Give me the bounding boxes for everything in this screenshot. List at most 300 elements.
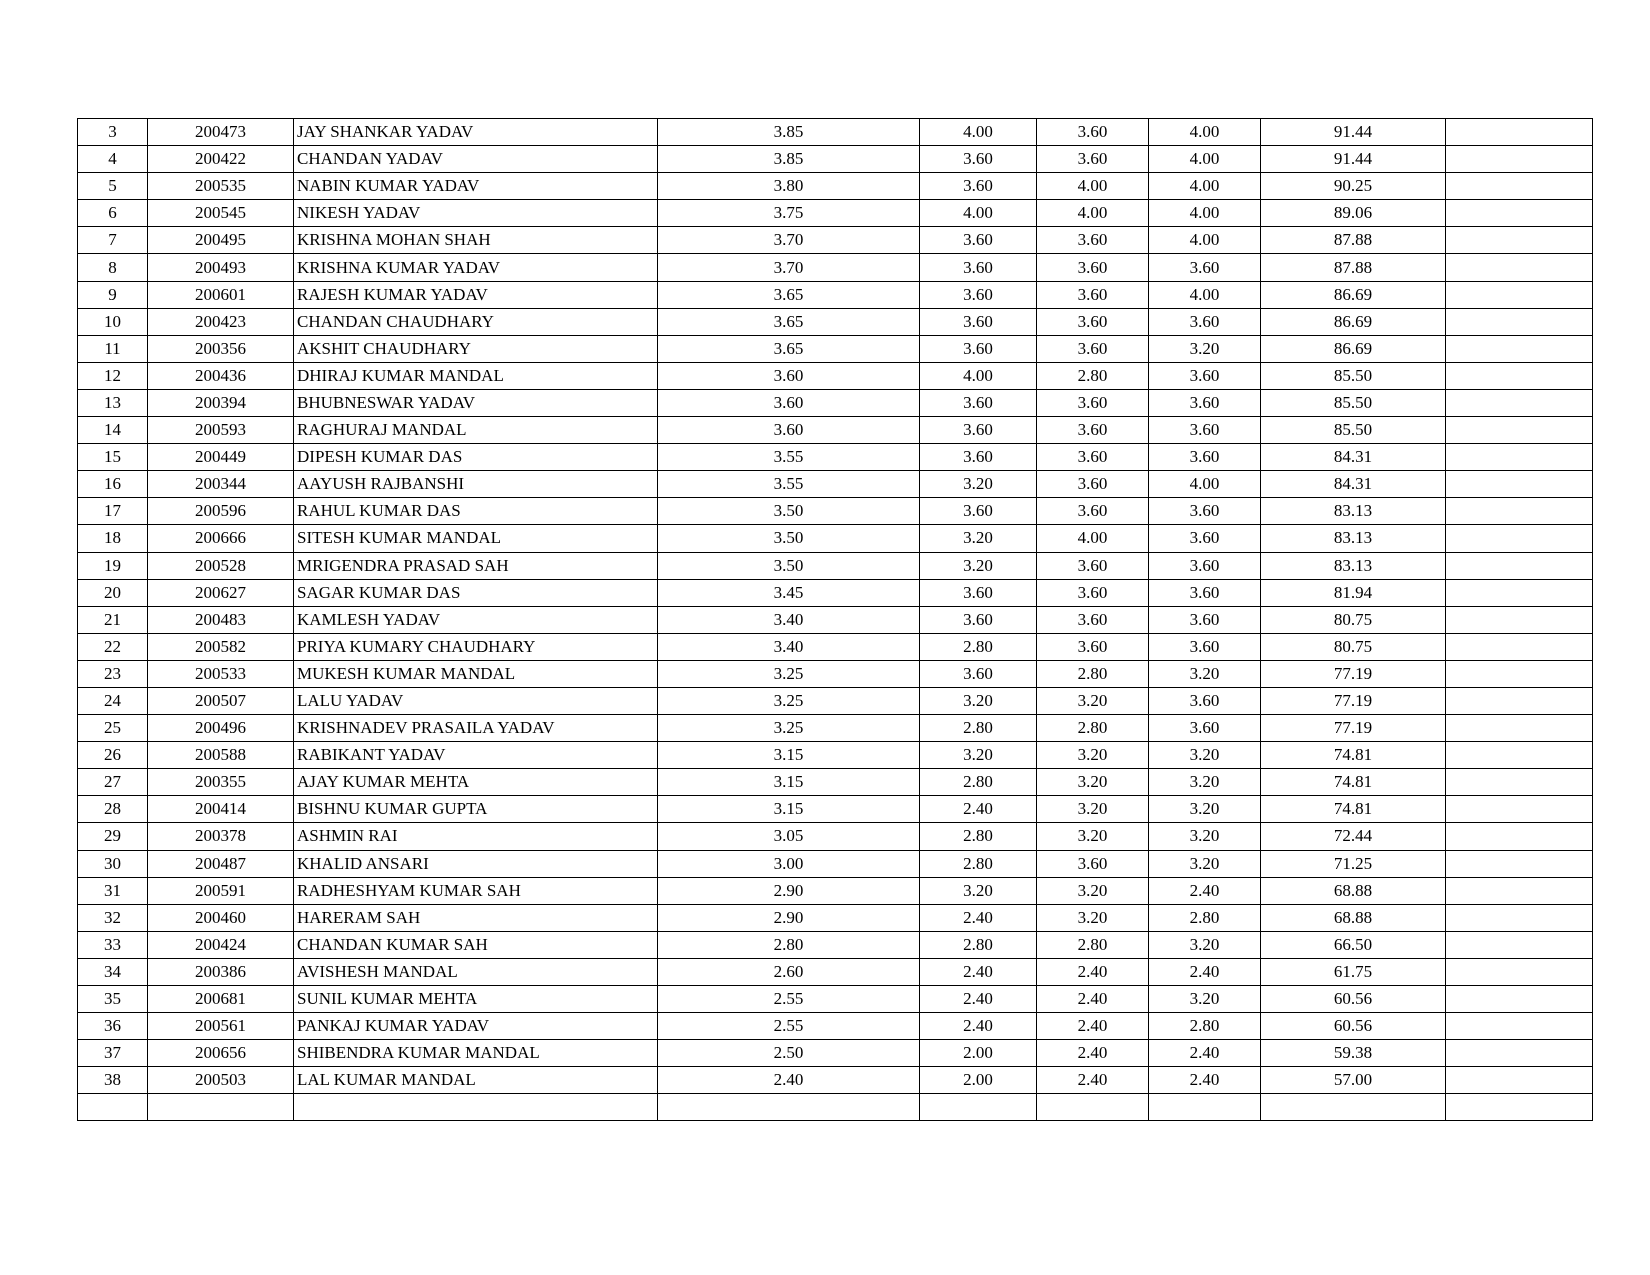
subject-grade-2-cell: 3.60 xyxy=(1037,417,1149,444)
remarks-cell xyxy=(1446,1094,1593,1121)
subject-grade-2-cell: 4.00 xyxy=(1037,200,1149,227)
subject-grade-3-cell: 3.60 xyxy=(1149,444,1261,471)
student-name-cell: RAJESH KUMAR YADAV xyxy=(294,281,658,308)
roll-number-cell: 200561 xyxy=(148,1013,294,1040)
roll-number-cell: 200378 xyxy=(148,823,294,850)
serial-number-cell: 30 xyxy=(78,850,148,877)
student-name-cell: DHIRAJ KUMAR MANDAL xyxy=(294,362,658,389)
serial-number-cell: 19 xyxy=(78,552,148,579)
percentage-cell: 83.13 xyxy=(1261,552,1446,579)
subject-grade-3-cell: 3.20 xyxy=(1149,742,1261,769)
subject-grade-3-cell: 2.80 xyxy=(1149,1013,1261,1040)
table-row xyxy=(78,471,1593,498)
table-row xyxy=(78,660,1593,687)
table-row xyxy=(78,1094,1593,1121)
gpa-cell: 3.15 xyxy=(658,796,920,823)
gpa-cell: 3.85 xyxy=(658,146,920,173)
percentage-cell: 90.25 xyxy=(1261,173,1446,200)
roll-number-cell: 200535 xyxy=(148,173,294,200)
roll-number-cell xyxy=(148,1094,294,1121)
gpa-cell: 3.85 xyxy=(658,119,920,146)
serial-number-cell xyxy=(78,1094,148,1121)
gpa-cell: 3.50 xyxy=(658,552,920,579)
roll-number-cell: 200355 xyxy=(148,769,294,796)
percentage-cell: 74.81 xyxy=(1261,796,1446,823)
table-row xyxy=(78,254,1593,281)
subject-grade-2-cell: 3.60 xyxy=(1037,471,1149,498)
roll-number-cell: 200496 xyxy=(148,715,294,742)
table-row xyxy=(78,877,1593,904)
subject-grade-3-cell: 2.40 xyxy=(1149,958,1261,985)
subject-grade-1-cell: 3.20 xyxy=(920,687,1037,714)
subject-grade-2-cell: 2.40 xyxy=(1037,986,1149,1013)
table-row xyxy=(78,119,1593,146)
roll-number-cell: 200436 xyxy=(148,362,294,389)
subject-grade-3-cell: 3.60 xyxy=(1149,525,1261,552)
subject-grade-1-cell: 3.60 xyxy=(920,227,1037,254)
roll-number-cell: 200681 xyxy=(148,986,294,1013)
gpa-cell: 2.60 xyxy=(658,958,920,985)
percentage-cell: 86.69 xyxy=(1261,335,1446,362)
table-row xyxy=(78,498,1593,525)
roll-number-cell: 200394 xyxy=(148,389,294,416)
student-name-cell: DIPESH KUMAR DAS xyxy=(294,444,658,471)
serial-number-cell: 27 xyxy=(78,769,148,796)
subject-grade-1-cell: 2.00 xyxy=(920,1067,1037,1094)
subject-grade-2-cell xyxy=(1037,1094,1149,1121)
table-row xyxy=(78,308,1593,335)
subject-grade-1-cell: 2.40 xyxy=(920,1013,1037,1040)
subject-grade-3-cell: 2.40 xyxy=(1149,1040,1261,1067)
subject-grade-2-cell: 3.60 xyxy=(1037,335,1149,362)
subject-grade-1-cell: 3.60 xyxy=(920,173,1037,200)
roll-number-cell: 200487 xyxy=(148,850,294,877)
subject-grade-1-cell: 3.60 xyxy=(920,389,1037,416)
serial-number-cell: 13 xyxy=(78,389,148,416)
student-name-cell: SUNIL KUMAR MEHTA xyxy=(294,986,658,1013)
percentage-cell: 84.31 xyxy=(1261,471,1446,498)
subject-grade-3-cell: 3.60 xyxy=(1149,687,1261,714)
percentage-cell xyxy=(1261,1094,1446,1121)
subject-grade-2-cell: 2.80 xyxy=(1037,362,1149,389)
subject-grade-1-cell: 2.80 xyxy=(920,931,1037,958)
student-name-cell: AAYUSH RAJBANSHI xyxy=(294,471,658,498)
student-name-cell: ASHMIN RAI xyxy=(294,823,658,850)
table-row xyxy=(78,606,1593,633)
roll-number-cell: 200627 xyxy=(148,579,294,606)
student-name-cell: NIKESH YADAV xyxy=(294,200,658,227)
remarks-cell xyxy=(1446,444,1593,471)
student-name-cell: MUKESH KUMAR MANDAL xyxy=(294,660,658,687)
serial-number-cell: 3 xyxy=(78,119,148,146)
subject-grade-3-cell: 3.20 xyxy=(1149,769,1261,796)
remarks-cell xyxy=(1446,769,1593,796)
serial-number-cell: 6 xyxy=(78,200,148,227)
subject-grade-2-cell: 2.40 xyxy=(1037,1067,1149,1094)
subject-grade-3-cell: 3.20 xyxy=(1149,796,1261,823)
subject-grade-1-cell: 3.20 xyxy=(920,525,1037,552)
student-name-cell xyxy=(294,1094,658,1121)
subject-grade-3-cell: 3.20 xyxy=(1149,660,1261,687)
subject-grade-2-cell: 3.60 xyxy=(1037,552,1149,579)
table-row xyxy=(78,444,1593,471)
table-row xyxy=(78,525,1593,552)
subject-grade-2-cell: 3.60 xyxy=(1037,633,1149,660)
serial-number-cell: 29 xyxy=(78,823,148,850)
serial-number-cell: 15 xyxy=(78,444,148,471)
table-row xyxy=(78,715,1593,742)
roll-number-cell: 200591 xyxy=(148,877,294,904)
gpa-cell: 3.55 xyxy=(658,471,920,498)
percentage-cell: 61.75 xyxy=(1261,958,1446,985)
remarks-cell xyxy=(1446,254,1593,281)
subject-grade-3-cell: 4.00 xyxy=(1149,173,1261,200)
percentage-cell: 57.00 xyxy=(1261,1067,1446,1094)
subject-grade-1-cell: 3.60 xyxy=(920,308,1037,335)
remarks-cell xyxy=(1446,633,1593,660)
gpa-cell: 3.65 xyxy=(658,335,920,362)
subject-grade-3-cell: 3.60 xyxy=(1149,715,1261,742)
gpa-cell: 3.15 xyxy=(658,742,920,769)
table-row xyxy=(78,1013,1593,1040)
subject-grade-2-cell: 3.20 xyxy=(1037,877,1149,904)
roll-number-cell: 200601 xyxy=(148,281,294,308)
subject-grade-3-cell: 4.00 xyxy=(1149,200,1261,227)
subject-grade-1-cell: 4.00 xyxy=(920,362,1037,389)
percentage-cell: 80.75 xyxy=(1261,606,1446,633)
student-name-cell: PANKAJ KUMAR YADAV xyxy=(294,1013,658,1040)
subject-grade-1-cell: 3.60 xyxy=(920,579,1037,606)
serial-number-cell: 38 xyxy=(78,1067,148,1094)
subject-grade-3-cell: 4.00 xyxy=(1149,119,1261,146)
roll-number-cell: 200356 xyxy=(148,335,294,362)
student-name-cell: JAY SHANKAR YADAV xyxy=(294,119,658,146)
table-row xyxy=(78,362,1593,389)
subject-grade-3-cell: 3.60 xyxy=(1149,498,1261,525)
roll-number-cell: 200386 xyxy=(148,958,294,985)
subject-grade-2-cell: 3.60 xyxy=(1037,606,1149,633)
subject-grade-3-cell: 3.60 xyxy=(1149,362,1261,389)
subject-grade-2-cell: 2.80 xyxy=(1037,715,1149,742)
subject-grade-3-cell: 3.60 xyxy=(1149,389,1261,416)
roll-number-cell: 200414 xyxy=(148,796,294,823)
remarks-cell xyxy=(1446,877,1593,904)
student-name-cell: KRISHNA KUMAR YADAV xyxy=(294,254,658,281)
percentage-cell: 71.25 xyxy=(1261,850,1446,877)
remarks-cell xyxy=(1446,687,1593,714)
gpa-cell: 3.00 xyxy=(658,850,920,877)
gpa-cell: 3.65 xyxy=(658,308,920,335)
serial-number-cell: 26 xyxy=(78,742,148,769)
student-name-cell: AVISHESH MANDAL xyxy=(294,958,658,985)
table-row xyxy=(78,687,1593,714)
serial-number-cell: 36 xyxy=(78,1013,148,1040)
student-name-cell: SAGAR KUMAR DAS xyxy=(294,579,658,606)
subject-grade-3-cell: 3.20 xyxy=(1149,823,1261,850)
student-name-cell: LAL KUMAR MANDAL xyxy=(294,1067,658,1094)
percentage-cell: 60.56 xyxy=(1261,986,1446,1013)
serial-number-cell: 24 xyxy=(78,687,148,714)
subject-grade-2-cell: 3.60 xyxy=(1037,146,1149,173)
percentage-cell: 85.50 xyxy=(1261,362,1446,389)
gpa-cell: 2.90 xyxy=(658,904,920,931)
remarks-cell xyxy=(1446,173,1593,200)
student-name-cell: AJAY KUMAR MEHTA xyxy=(294,769,658,796)
gpa-cell: 3.45 xyxy=(658,579,920,606)
subject-grade-2-cell: 3.60 xyxy=(1037,389,1149,416)
percentage-cell: 87.88 xyxy=(1261,254,1446,281)
subject-grade-3-cell: 4.00 xyxy=(1149,146,1261,173)
subject-grade-3-cell: 3.60 xyxy=(1149,417,1261,444)
subject-grade-3-cell: 4.00 xyxy=(1149,471,1261,498)
remarks-cell xyxy=(1446,146,1593,173)
remarks-cell xyxy=(1446,471,1593,498)
gpa-cell: 3.25 xyxy=(658,687,920,714)
percentage-cell: 83.13 xyxy=(1261,498,1446,525)
gpa-cell: 3.40 xyxy=(658,633,920,660)
serial-number-cell: 9 xyxy=(78,281,148,308)
student-name-cell: KRISHNA MOHAN SHAH xyxy=(294,227,658,254)
remarks-cell xyxy=(1446,227,1593,254)
gpa-cell: 3.05 xyxy=(658,823,920,850)
remarks-cell xyxy=(1446,1013,1593,1040)
gpa-cell: 3.70 xyxy=(658,254,920,281)
subject-grade-2-cell: 3.60 xyxy=(1037,444,1149,471)
subject-grade-3-cell: 4.00 xyxy=(1149,281,1261,308)
gpa-cell: 3.50 xyxy=(658,525,920,552)
table-row xyxy=(78,796,1593,823)
subject-grade-2-cell: 3.20 xyxy=(1037,742,1149,769)
subject-grade-1-cell: 2.80 xyxy=(920,850,1037,877)
percentage-cell: 80.75 xyxy=(1261,633,1446,660)
subject-grade-1-cell: 2.80 xyxy=(920,769,1037,796)
serial-number-cell: 28 xyxy=(78,796,148,823)
subject-grade-1-cell: 4.00 xyxy=(920,119,1037,146)
student-name-cell: MRIGENDRA PRASAD SAH xyxy=(294,552,658,579)
percentage-cell: 89.06 xyxy=(1261,200,1446,227)
subject-grade-3-cell: 3.60 xyxy=(1149,633,1261,660)
table-row xyxy=(78,931,1593,958)
subject-grade-2-cell: 3.60 xyxy=(1037,579,1149,606)
table-row xyxy=(78,1040,1593,1067)
serial-number-cell: 12 xyxy=(78,362,148,389)
subject-grade-3-cell: 2.40 xyxy=(1149,1067,1261,1094)
roll-number-cell: 200528 xyxy=(148,552,294,579)
subject-grade-1-cell: 2.40 xyxy=(920,958,1037,985)
subject-grade-2-cell: 2.80 xyxy=(1037,931,1149,958)
subject-grade-3-cell: 4.00 xyxy=(1149,227,1261,254)
roll-number-cell: 200460 xyxy=(148,904,294,931)
subject-grade-2-cell: 3.20 xyxy=(1037,687,1149,714)
subject-grade-1-cell: 4.00 xyxy=(920,200,1037,227)
table-row xyxy=(78,769,1593,796)
subject-grade-3-cell: 3.20 xyxy=(1149,335,1261,362)
results-table-body xyxy=(78,119,1593,1121)
subject-grade-2-cell: 2.40 xyxy=(1037,1013,1149,1040)
percentage-cell: 91.44 xyxy=(1261,146,1446,173)
remarks-cell xyxy=(1446,606,1593,633)
gpa-cell: 3.40 xyxy=(658,606,920,633)
serial-number-cell: 33 xyxy=(78,931,148,958)
roll-number-cell: 200533 xyxy=(148,660,294,687)
subject-grade-1-cell: 3.20 xyxy=(920,552,1037,579)
subject-grade-1-cell: 3.20 xyxy=(920,742,1037,769)
subject-grade-3-cell: 3.20 xyxy=(1149,986,1261,1013)
student-name-cell: CHANDAN CHAUDHARY xyxy=(294,308,658,335)
serial-number-cell: 7 xyxy=(78,227,148,254)
subject-grade-2-cell: 3.60 xyxy=(1037,227,1149,254)
student-name-cell: CHANDAN YADAV xyxy=(294,146,658,173)
roll-number-cell: 200493 xyxy=(148,254,294,281)
roll-number-cell: 200344 xyxy=(148,471,294,498)
percentage-cell: 74.81 xyxy=(1261,769,1446,796)
serial-number-cell: 10 xyxy=(78,308,148,335)
subject-grade-3-cell: 3.60 xyxy=(1149,579,1261,606)
student-name-cell: HARERAM SAH xyxy=(294,904,658,931)
subject-grade-3-cell: 3.20 xyxy=(1149,850,1261,877)
gpa-cell: 2.55 xyxy=(658,986,920,1013)
table-row xyxy=(78,1067,1593,1094)
table-row xyxy=(78,227,1593,254)
subject-grade-1-cell: 2.40 xyxy=(920,986,1037,1013)
roll-number-cell: 200593 xyxy=(148,417,294,444)
remarks-cell xyxy=(1446,552,1593,579)
serial-number-cell: 34 xyxy=(78,958,148,985)
remarks-cell xyxy=(1446,389,1593,416)
subject-grade-3-cell: 2.80 xyxy=(1149,904,1261,931)
table-row xyxy=(78,904,1593,931)
remarks-cell xyxy=(1446,715,1593,742)
subject-grade-1-cell: 2.80 xyxy=(920,715,1037,742)
subject-grade-1-cell: 2.80 xyxy=(920,823,1037,850)
table-row xyxy=(78,986,1593,1013)
gpa-cell: 2.50 xyxy=(658,1040,920,1067)
serial-number-cell: 8 xyxy=(78,254,148,281)
percentage-cell: 91.44 xyxy=(1261,119,1446,146)
remarks-cell xyxy=(1446,119,1593,146)
percentage-cell: 86.69 xyxy=(1261,308,1446,335)
remarks-cell xyxy=(1446,362,1593,389)
student-name-cell: KHALID ANSARI xyxy=(294,850,658,877)
subject-grade-3-cell: 2.40 xyxy=(1149,877,1261,904)
gpa-cell: 3.65 xyxy=(658,281,920,308)
table-row xyxy=(78,850,1593,877)
subject-grade-2-cell: 2.40 xyxy=(1037,958,1149,985)
gpa-cell: 3.55 xyxy=(658,444,920,471)
subject-grade-1-cell: 3.60 xyxy=(920,444,1037,471)
percentage-cell: 84.31 xyxy=(1261,444,1446,471)
percentage-cell: 77.19 xyxy=(1261,687,1446,714)
serial-number-cell: 32 xyxy=(78,904,148,931)
serial-number-cell: 20 xyxy=(78,579,148,606)
subject-grade-3-cell: 3.60 xyxy=(1149,606,1261,633)
subject-grade-1-cell: 3.60 xyxy=(920,417,1037,444)
remarks-cell xyxy=(1446,660,1593,687)
serial-number-cell: 23 xyxy=(78,660,148,687)
subject-grade-3-cell: 3.20 xyxy=(1149,931,1261,958)
subject-grade-2-cell: 3.20 xyxy=(1037,904,1149,931)
serial-number-cell: 21 xyxy=(78,606,148,633)
percentage-cell: 85.50 xyxy=(1261,389,1446,416)
roll-number-cell: 200423 xyxy=(148,308,294,335)
subject-grade-1-cell: 3.20 xyxy=(920,471,1037,498)
table-row xyxy=(78,389,1593,416)
subject-grade-2-cell: 3.20 xyxy=(1037,769,1149,796)
roll-number-cell: 200473 xyxy=(148,119,294,146)
subject-grade-3-cell xyxy=(1149,1094,1261,1121)
percentage-cell: 59.38 xyxy=(1261,1040,1446,1067)
percentage-cell: 85.50 xyxy=(1261,417,1446,444)
subject-grade-1-cell: 2.00 xyxy=(920,1040,1037,1067)
subject-grade-3-cell: 3.60 xyxy=(1149,552,1261,579)
serial-number-cell: 22 xyxy=(78,633,148,660)
roll-number-cell: 200656 xyxy=(148,1040,294,1067)
roll-number-cell: 200424 xyxy=(148,931,294,958)
table-row xyxy=(78,579,1593,606)
serial-number-cell: 31 xyxy=(78,877,148,904)
subject-grade-2-cell: 3.60 xyxy=(1037,254,1149,281)
roll-number-cell: 200422 xyxy=(148,146,294,173)
remarks-cell xyxy=(1446,498,1593,525)
serial-number-cell: 37 xyxy=(78,1040,148,1067)
percentage-cell: 68.88 xyxy=(1261,877,1446,904)
remarks-cell xyxy=(1446,904,1593,931)
gpa-cell xyxy=(658,1094,920,1121)
student-name-cell: CHANDAN KUMAR SAH xyxy=(294,931,658,958)
subject-grade-2-cell: 3.60 xyxy=(1037,850,1149,877)
gpa-cell: 3.80 xyxy=(658,173,920,200)
table-row xyxy=(78,823,1593,850)
serial-number-cell: 5 xyxy=(78,173,148,200)
percentage-cell: 83.13 xyxy=(1261,525,1446,552)
student-name-cell: RAGHURAJ MANDAL xyxy=(294,417,658,444)
student-name-cell: LALU YADAV xyxy=(294,687,658,714)
subject-grade-1-cell: 2.40 xyxy=(920,904,1037,931)
subject-grade-1-cell: 2.40 xyxy=(920,796,1037,823)
serial-number-cell: 17 xyxy=(78,498,148,525)
serial-number-cell: 35 xyxy=(78,986,148,1013)
gpa-cell: 3.25 xyxy=(658,660,920,687)
gpa-cell: 3.50 xyxy=(658,498,920,525)
table-row xyxy=(78,146,1593,173)
student-name-cell: NABIN KUMAR YADAV xyxy=(294,173,658,200)
gpa-cell: 3.75 xyxy=(658,200,920,227)
remarks-cell xyxy=(1446,1040,1593,1067)
serial-number-cell: 16 xyxy=(78,471,148,498)
table-row xyxy=(78,335,1593,362)
subject-grade-1-cell: 3.60 xyxy=(920,254,1037,281)
student-name-cell: RABIKANT YADAV xyxy=(294,742,658,769)
remarks-cell xyxy=(1446,742,1593,769)
serial-number-cell: 18 xyxy=(78,525,148,552)
percentage-cell: 74.81 xyxy=(1261,742,1446,769)
results-table xyxy=(77,118,1593,1121)
gpa-cell: 2.90 xyxy=(658,877,920,904)
remarks-cell xyxy=(1446,281,1593,308)
remarks-cell xyxy=(1446,335,1593,362)
student-name-cell: AKSHIT CHAUDHARY xyxy=(294,335,658,362)
roll-number-cell: 200449 xyxy=(148,444,294,471)
remarks-cell xyxy=(1446,1067,1593,1094)
remarks-cell xyxy=(1446,200,1593,227)
remarks-cell xyxy=(1446,823,1593,850)
roll-number-cell: 200495 xyxy=(148,227,294,254)
student-name-cell: SHIBENDRA KUMAR MANDAL xyxy=(294,1040,658,1067)
serial-number-cell: 25 xyxy=(78,715,148,742)
remarks-cell xyxy=(1446,525,1593,552)
student-name-cell: BISHNU KUMAR GUPTA xyxy=(294,796,658,823)
remarks-cell xyxy=(1446,308,1593,335)
